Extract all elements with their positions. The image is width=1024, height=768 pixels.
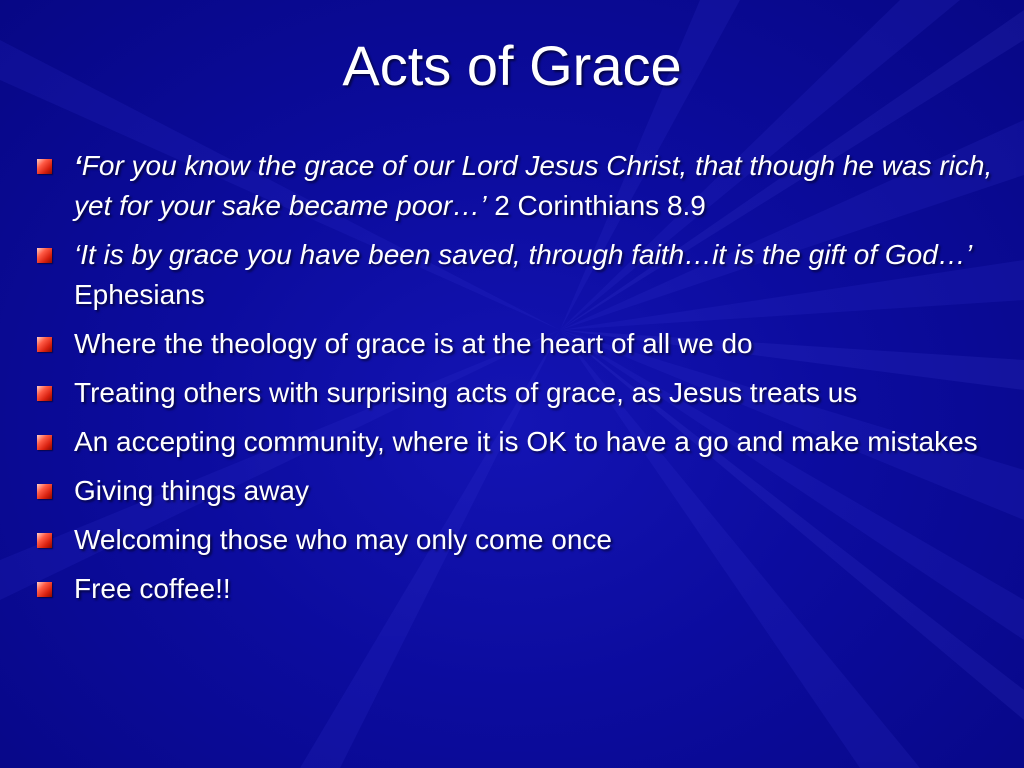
red-square-bullet-icon bbox=[37, 533, 52, 548]
bullet-item bbox=[34, 146, 994, 226]
red-square-bullet-icon bbox=[37, 248, 52, 263]
red-square-bullet-icon bbox=[37, 386, 52, 401]
bullet-item bbox=[34, 422, 994, 462]
bullet-item bbox=[34, 569, 994, 609]
bullet-text: Free coffee!! bbox=[74, 573, 231, 604]
bullet-reference: 2 Corinthians 8.9 bbox=[486, 190, 706, 221]
bullet-quote: ‘It is by grace you have been saved, through faith…it is the gift of God…’ bbox=[74, 239, 973, 270]
bullet-item bbox=[34, 471, 994, 511]
bullet-text: Treating others with surprising acts of grace, as Jesus treats us bbox=[74, 377, 858, 408]
bullet-list bbox=[34, 146, 994, 618]
red-square-bullet-icon bbox=[37, 484, 52, 499]
slide-title: Acts of Grace bbox=[342, 34, 682, 97]
bullet-text: Where the theology of grace is at the heart of all we do bbox=[74, 328, 753, 359]
bullet-item bbox=[34, 324, 994, 364]
bullet-text: An accepting community, where it is OK to have a go and make mistakes bbox=[74, 426, 978, 457]
bullet-item bbox=[34, 373, 994, 413]
bullet-text: Welcoming those who may only come once bbox=[74, 524, 612, 555]
red-square-bullet-icon bbox=[37, 582, 52, 597]
bullet-item bbox=[34, 235, 994, 315]
bullet-reference: Ephesians bbox=[74, 279, 205, 310]
red-square-bullet-icon bbox=[37, 159, 52, 174]
red-square-bullet-icon bbox=[37, 337, 52, 352]
quote-open-mark: ‘ bbox=[74, 150, 82, 181]
bullet-quote: For you know the grace of our Lord Jesus Christ, that though he was rich, yet for your sake became poor…’ bbox=[74, 150, 993, 221]
red-square-bullet-icon bbox=[37, 435, 52, 450]
bullet-text: Giving things away bbox=[74, 475, 310, 506]
bullet-item bbox=[34, 520, 994, 560]
